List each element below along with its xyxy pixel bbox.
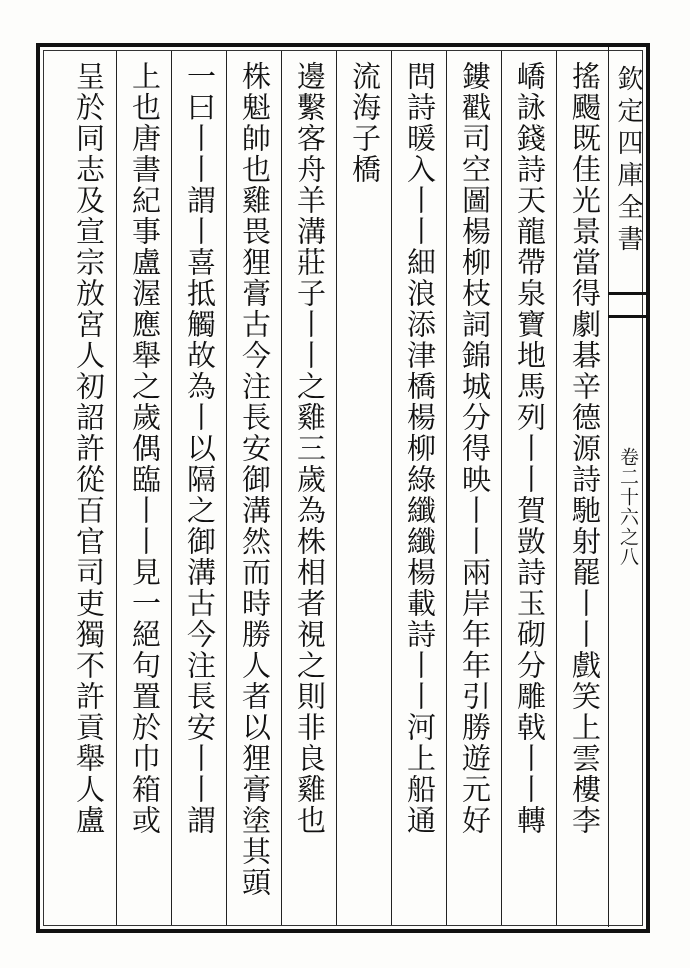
fish-tail-mark [608, 292, 646, 318]
text-block [43, 50, 643, 926]
book-title: 欽定四庫全書 [613, 65, 643, 257]
text-column-7 [226, 51, 282, 925]
margin-header [608, 47, 647, 927]
column-text: 嶠詠錢詩天龍帶泉寶地馬列丨丨賀敳詩玉砌分雕戟丨丨轉 [513, 61, 547, 836]
column-text: 流海子橋 [348, 61, 382, 185]
column-text: 上也唐書紀事盧渥應舉之歲偶臨丨丨見一絕句置於巾箱或 [128, 61, 162, 836]
text-column-10 [61, 51, 116, 925]
column-text: 呈於同志及宣宗放宮人初詔許從百官司吏獨不許貢舉人盧 [72, 61, 106, 836]
text-column-8 [171, 51, 227, 925]
page-frame [36, 43, 650, 933]
text-column-9 [116, 51, 172, 925]
text-column-6 [281, 51, 337, 925]
column-text: 邊繫客舟羊溝莊子丨丨之雞三歲為株相者視之則非良雞也 [293, 61, 327, 836]
text-column-4 [391, 51, 447, 925]
column-text: 搖颺既佳光景當得劇碁辛德源詩馳射罷丨丨戲笑上雲樓李 [568, 61, 602, 836]
column-text: 問詩暖入丨丨細浪添津橋楊柳綠纖纖楊載詩丨丨河上船通 [403, 61, 437, 836]
column-text: 鏤戳司空圖楊柳枝詞錦城分得映丨丨兩岸年年引勝遊元好 [458, 61, 492, 836]
text-column-1 [556, 51, 612, 925]
volume-label: 卷二十六之八 [617, 447, 639, 567]
text-column-5 [336, 51, 392, 925]
text-column-3 [446, 51, 502, 925]
column-text: 一曰丨丨謂丨喜抵觸故為丨以隔之御溝古今注長安丨丨謂 [183, 61, 217, 836]
text-column-2 [501, 51, 557, 925]
column-text: 株魁帥也雞畏狸膏古今注長安御溝然而時勝人者以狸膏塗其頭 [238, 61, 272, 898]
